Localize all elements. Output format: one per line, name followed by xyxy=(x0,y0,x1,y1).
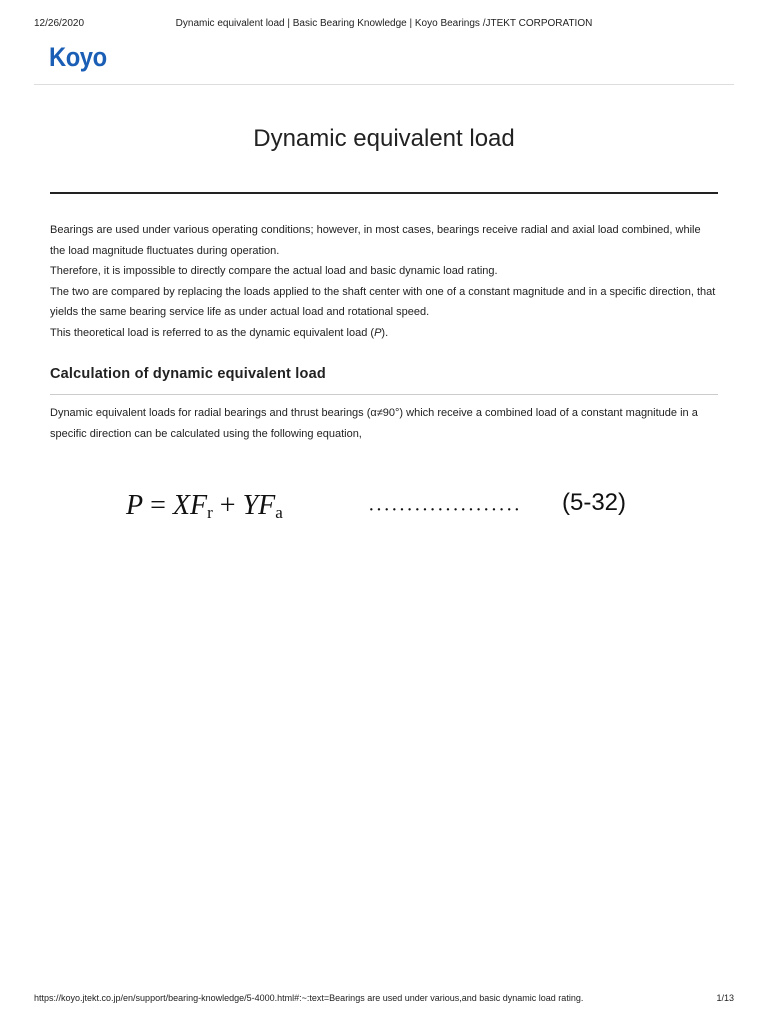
equation-5-32 xyxy=(126,490,646,530)
intro-paragraph: Therefore, it is impossible to directly compare the actual load and basic dynamic load rating. xyxy=(50,265,498,277)
section-heading: Calculation of dynamic equivalent load xyxy=(50,366,326,382)
equation-number: (5-32) xyxy=(562,489,627,516)
section-text: Dynamic equivalent loads for radial bearings and thrust bearings (α≠90°) which receive a combined load of a constant magnitude in a specific direction can be calculated using the following equation, xyxy=(50,407,698,440)
title-divider xyxy=(50,192,718,194)
print-date: 12/26/2020 xyxy=(34,18,85,29)
equation-equals: = xyxy=(150,490,166,521)
intro-paragraph xyxy=(50,323,718,344)
koyo-logo[interactable]: Koyo xyxy=(49,42,107,72)
header-divider xyxy=(34,84,734,85)
intro-text xyxy=(50,220,718,343)
equation-plus: + xyxy=(219,490,236,521)
intro-paragraph: The two are compared by replacing the loads applied to the shaft center with one of a constant magnitude and in a specific direction, that yields the same bearing service life as under actual load and rotational speed. xyxy=(50,285,716,318)
equation-term2-sub: a xyxy=(275,503,283,522)
print-footer xyxy=(34,993,734,1007)
print-url: https://koyo.jtekt.co.jp/en/support/bearing-knowledge/5-4000.html#:~:text=Bearings are used under various,and basic dynamic load rating. xyxy=(34,993,584,1003)
equation-leader-dots: ···················· xyxy=(368,499,522,521)
load-symbol: P xyxy=(374,326,382,339)
page-title: Dynamic equivalent load xyxy=(253,125,515,152)
equation-term2-var: YF xyxy=(242,490,276,521)
intro-last-line: This theoretical load is referred to as the dynamic equivalent load ( xyxy=(50,326,375,339)
section-divider xyxy=(50,394,718,395)
equation-term-xfr xyxy=(173,490,213,521)
equation-term-yfa xyxy=(243,490,283,521)
equation-term1-var: XF xyxy=(172,490,208,521)
page-number: 1/13 xyxy=(716,993,734,1003)
print-document-title: Dynamic equivalent load | Basic Bearing Knowledge | Koyo Bearings /JTEKT CORPORATION xyxy=(175,18,593,29)
intro-paragraph: Bearings are used under various operating conditions; however, in most cases, bearings receive radial and axial load combined, while the load magnitude fluctuates during operation. xyxy=(50,224,701,257)
print-header xyxy=(34,18,734,32)
equation-term1-sub: r xyxy=(207,503,213,522)
intro-last-line-end: ). xyxy=(381,326,389,339)
equation-lhs: P xyxy=(126,490,144,521)
